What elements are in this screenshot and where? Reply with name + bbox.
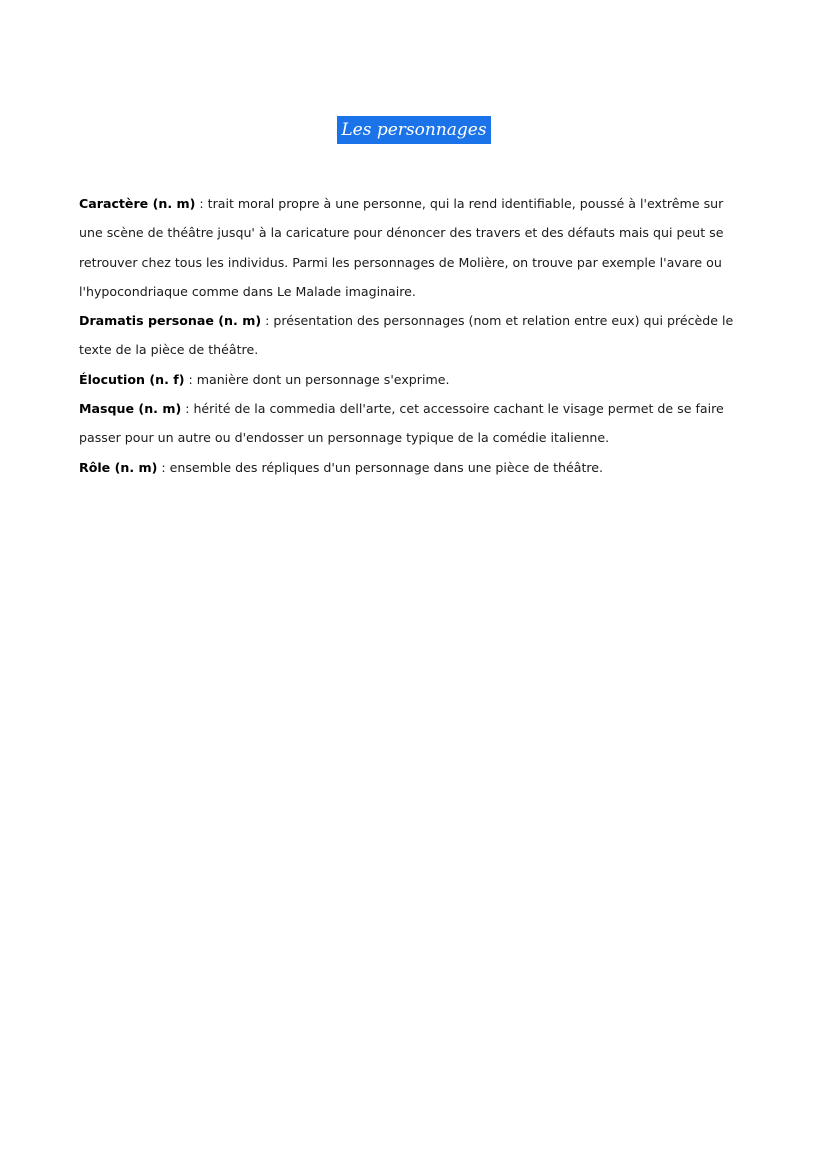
glossary-entry-role	[79, 453, 749, 482]
glossary	[79, 189, 749, 482]
entry-term: Masque (n. m)	[79, 401, 182, 417]
glossary-entry-elocution	[79, 365, 749, 394]
entry-definition: : manière dont un personnage s'exprime.	[184, 371, 450, 387]
entry-term: Rôle (n. m)	[79, 459, 158, 475]
entry-term: Caractère (n. m)	[79, 196, 196, 211]
entry-definition: : hérité de la commedia dell'arte, cet accessoire cachant le visage permet de se faire passer pour un autre ou d'endosser un personnage typique de la comédie italienne.	[79, 401, 724, 446]
entry-term: Dramatis personae (n. m)	[79, 313, 262, 329]
glossary-entry-caractere	[79, 189, 749, 306]
entry-definition: : présentation des personnages (nom et relation entre eux) qui précède le texte de la pièce de théâtre.	[79, 313, 734, 358]
entry-term: Élocution (n. f)	[79, 371, 185, 387]
glossary-entry-masque	[79, 394, 749, 453]
entry-definition: : ensemble des répliques d'un personnage dans une pièce de théâtre.	[157, 459, 604, 475]
entry-definition: : trait moral propre à une personne, qui la rend identifiable, poussé à l'extrême sur une scène de théâtre jusqu' à la caricature pour dénoncer des travers et des défauts mais qui peut se retrouver chez tous les individus. Parmi les personnages de Molière, on trouve par exemple l'avare ou l'hypocondriaque comme dans Le Malade imaginaire.	[79, 196, 724, 299]
glossary-entry-dramatis-personae	[79, 306, 749, 365]
page-title: Les personnages	[337, 116, 490, 144]
title-container	[0, 116, 828, 144]
